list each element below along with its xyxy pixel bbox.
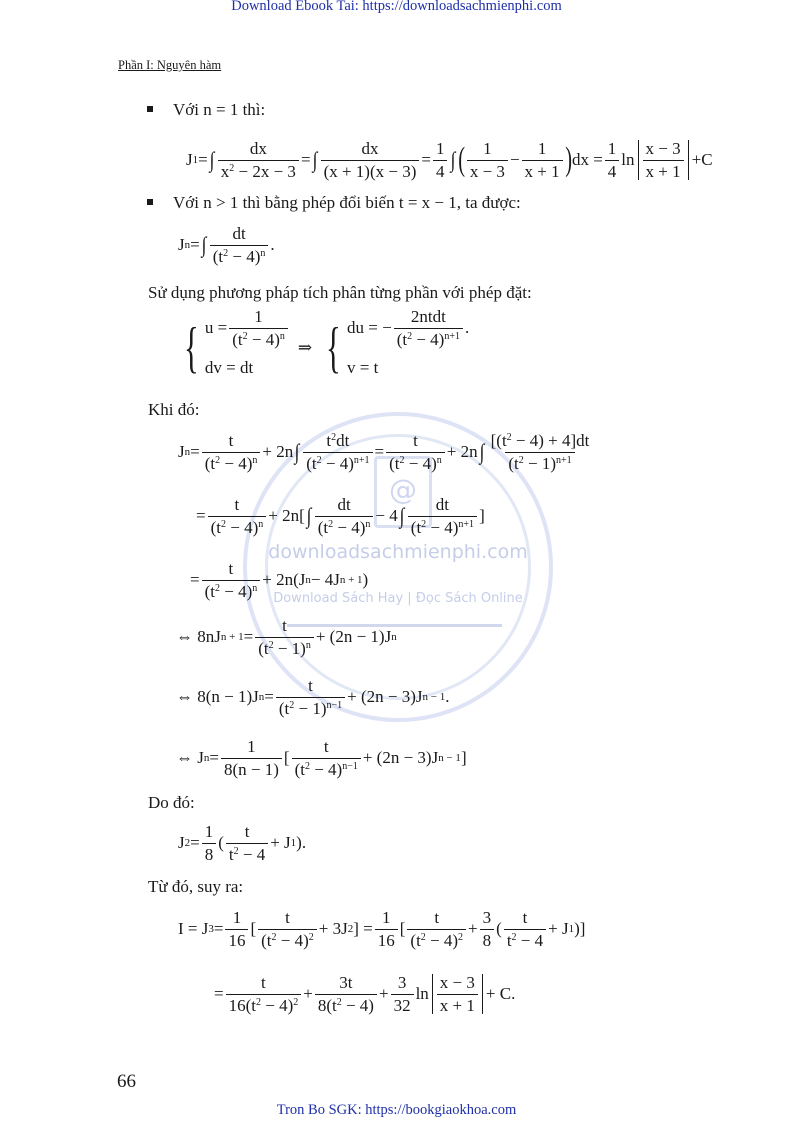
equation-parts-3: = $\frac{t}{(t^2 - 4)^n}$ + 2n(J n − 4J n + 1 ): [190, 558, 369, 601]
equation-parts-1: J n = $\frac{t}{(t^2 - 4)^n}$ + 2n ∫ $\frac{t^2dt}{(t^2 - 4)^{n+1}}$ = $\frac{t}{(t^2 - 4)^n}$ + 2n ∫ $\frac{[(t^2 - 4) + 4]dt}{(t^2 - 1)^{n+1}}$: [178, 430, 590, 473]
do-do-text: Do đó:: [148, 793, 195, 812]
tu-do-text: Từ đó, suy ra:: [148, 877, 244, 896]
top-link[interactable]: Download Ebook Tai: https://downloadsachmienphi.com: [231, 0, 562, 14]
substitution-system: { u = $\frac{1}{(t^2 - 4)^n}$ dv = dt ⇒ { du = − $\frac{\text{2ntdt}}{(t^2 - 4)^{n+1}}$ . v = t: [184, 306, 470, 379]
bottom-link[interactable]: Tron Bo SGK: https://bookgiaokhoa.com: [276, 1102, 517, 1118]
equation-j2: J 2 = $\frac{1}{8}$ ( $\frac{t}{t^2 - 4}$ + J 1 ).: [178, 821, 307, 864]
running-head: Phần I: Nguyên hàm: [118, 58, 222, 72]
equation-recur-3: ⇔ J n = $\frac{1}{8(n - 1)}$ [ $\frac{t}{(t^2 - 4)^{n-1}}$ + (2n − 3)J n − 1 ]: [176, 736, 467, 779]
equation-jn: J n = ∫ $\frac{dt}{(t^2 - 4)^n}$ .: [178, 223, 275, 266]
watermark-tagline: Download Sách Hay | Đọc Sách Online: [273, 591, 523, 606]
watermark-site: downloadsachmienphi.com: [268, 541, 528, 563]
case-n1-text: Với n = 1 thì:: [173, 100, 266, 119]
bullet-icon: [147, 106, 153, 112]
equation-parts-2: = $\frac{t}{(t^2 - 4)^n}$ + 2n[ ∫ $\frac{dt}{(t^2 - 4)^n}$ − 4 ∫ $\frac{dt}{(t^2 - 4)^{n+1}}$ ]: [196, 494, 485, 537]
equation-j3: I = J 3 = $\frac{1}{16}$ [ $\frac{t}{(t^2 - 4)^2}$ + 3J 2 ] = $\frac{1}{16}$ [ $\frac{t}{(t^2 - 4)^2}$ + $\frac{3}{8}$ ( $\frac{t}{t^2 - 4}$ + J 1 )]: [178, 907, 586, 950]
khi-do-text: Khi đó:: [148, 400, 200, 419]
case-n-gt1-text: Với n > 1 thì bằng phép đổi biến t = x − 1, ta được:: [173, 193, 521, 212]
equation-recur-1: ⇔ 8nJ n + 1 = $\frac{t}{(t^2 - 1)^n}$ + (2n − 1)J n: [176, 615, 397, 658]
parts-intro-text: Sử dụng phương pháp tích phân từng phần với phép đặt:: [148, 283, 532, 302]
equation-final: = $\frac{t}{16(t^2 - 4)^2}$ + $\frac{3t}{8(t^2 - 4)}$ + $\frac{3}{32}$ ln $\frac{x - 3}{x + 1}$ + C.: [214, 972, 516, 1015]
page-number: 66: [117, 1071, 136, 1092]
equation-j1: J 1 = ∫ $\frac{dx}{x^2 - 2x - 3}$ = ∫ $\frac{dx}{(x + 1)(x - 3)}$ = $\frac{1}{4}$ ∫ ( $\frac{1}{x - 3}$ − $\frac{1}{x + 1}$ ) dx = $\frac{1}{4}$ ln $\frac{x - 3}{x + 1}$ +C: [186, 138, 713, 181]
bullet-icon: [147, 199, 153, 205]
equation-recur-2: ⇔ 8(n − 1)J n = $\frac{t}{(t^2 - 1)^{n-1}}$ + (2n − 3)J n − 1 .: [176, 675, 450, 718]
book-icon: @: [374, 456, 432, 528]
